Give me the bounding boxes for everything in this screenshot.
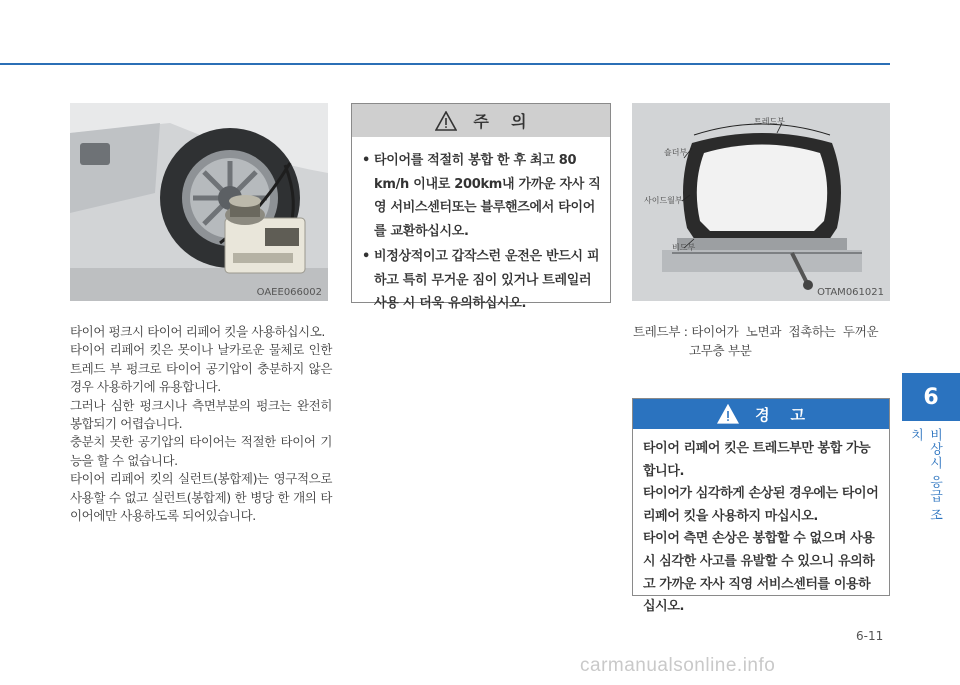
caution-box bbox=[351, 103, 611, 311]
page-number: 6-11 bbox=[856, 629, 884, 643]
header-rule bbox=[0, 63, 890, 65]
photo-code: OTAM061021 bbox=[817, 287, 884, 298]
warning-header bbox=[633, 399, 889, 429]
label-tread: 트레드부 bbox=[754, 117, 785, 126]
tread-definition bbox=[633, 323, 893, 360]
caution-item: • 타이어를 적절히 봉합 한 후 최고 80 km/h 이내로 200km내 가까운 자사 직영 서비스센터또는 블루핸즈에서 타이어를 교환하십시오. bbox=[374, 149, 602, 243]
body-paragraph: 타이어 리페어 킷은 못이나 날카로운 물체로 인한 트레드 부 펑크로 타이어 공기압이 충분하지 않은 경우 사용하기에 유용합니다. bbox=[70, 342, 332, 395]
body-paragraph: 충분치 못한 공기압의 타이어는 적절한 타이어 기능을 할 수 없습니다. bbox=[70, 434, 332, 468]
body-paragraph: 그러나 심한 펑크시나 측면부분의 펑크는 완전히 봉합되기 어렵습니다. bbox=[70, 397, 332, 432]
label-shoulder: 숄더부 bbox=[664, 148, 688, 157]
caution-list bbox=[352, 137, 610, 316]
tire-cross-section-diagram bbox=[632, 103, 890, 301]
tire-repair-kit-photo bbox=[70, 103, 328, 301]
tread-definition-line: 고무층 부분 bbox=[689, 342, 752, 358]
body-paragraph: 타이어 펑크시 타이어 리페어 킷을 사용하십시오. bbox=[70, 324, 325, 339]
watermark: carmanualsonline.info bbox=[580, 655, 776, 676]
chapter-title: 비상시 응급 조치 bbox=[908, 428, 942, 523]
caution-header bbox=[352, 104, 610, 137]
body-paragraph: 타이어 리페어 킷의 실런트(봉합제)는 영구적으로 사용할 수 없고 실런트(봉합제) 한 병당 한 개의 타이어에만 사용하도록 되어있습니다. bbox=[70, 471, 332, 524]
warning-paragraph: 타이어 측면 손상은 봉합할 수 없으며 사용시 심각한 사고를 유발할 수 있으니 유의하고 가까운 자사 직영 서비스센터를 이용하십시오. bbox=[643, 531, 875, 615]
label-bead: 비드부 bbox=[672, 243, 696, 252]
tire-repair-kit-illustration bbox=[70, 103, 328, 301]
caution-title: 주 의 bbox=[473, 112, 527, 131]
warning-body bbox=[633, 429, 889, 619]
warning-paragraph: 타이어 리페어 킷은 트레드부만 봉합 가능합니다. bbox=[643, 441, 871, 479]
chapter-tab: 6 bbox=[902, 373, 960, 421]
tread-definition-line: 트레드부 : 타이어가 노면과 접촉하는 두꺼운 bbox=[633, 324, 879, 339]
body-text bbox=[70, 323, 332, 525]
warning-triangle-icon bbox=[435, 111, 457, 131]
warning-triangle-icon bbox=[717, 404, 739, 424]
caution-item: • 비정상적이고 갑작스런 운전은 반드시 피하고 특히 무거운 짐이 있거나 트레일러 사용 시 더욱 유의하십시오. bbox=[374, 245, 602, 316]
tire-cross-section-illustration bbox=[632, 103, 890, 301]
warning-box bbox=[632, 398, 890, 615]
warning-title: 경 고 bbox=[755, 405, 805, 424]
label-sidewall: 사이드월부 bbox=[644, 196, 683, 205]
warning-paragraph: 타이어가 심각하게 손상된 경우에는 타이어 리페어 킷을 사용하지 마십시오. bbox=[643, 486, 879, 524]
photo-code: OAEE066002 bbox=[256, 287, 322, 298]
